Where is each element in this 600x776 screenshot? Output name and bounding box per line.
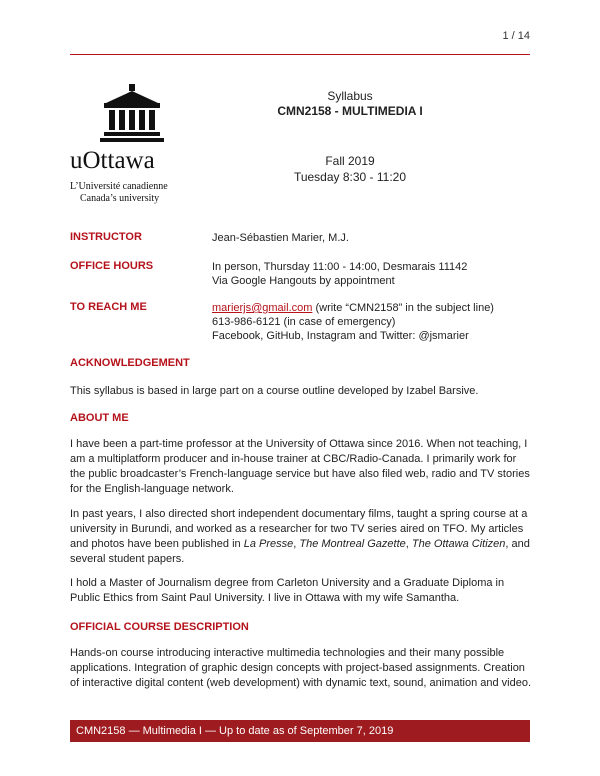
reach-email-line <box>212 301 494 315</box>
about-p2-text-b: , and several student papers. <box>70 538 530 565</box>
office-hours-line1: In person, Thursday 11:00 - 14:00, Desmarais 11142 <box>212 261 468 273</box>
office-hours-label: OFFICE HOURS <box>70 260 154 272</box>
about-paragraph-2 <box>70 507 532 567</box>
reach-label: TO REACH ME <box>70 301 147 313</box>
publication-montreal-gazette: The Montreal Gazette <box>299 538 406 550</box>
instructor-value: Jean-Sébastien Marier, M.J. <box>212 232 349 244</box>
university-logo <box>70 84 190 205</box>
tagline-en: Canada’s university <box>80 193 160 204</box>
about-p2-sep1: , <box>293 538 300 550</box>
footer-bar: CMN2158 — Multimedia I — Up to date as of September 7, 2019 <box>70 720 530 742</box>
description-heading: OFFICIAL COURSE DESCRIPTION <box>70 621 249 633</box>
about-paragraph-1: I have been a part-time professor at the University of Ottawa since 2016. When not teaching, I am a multiplatform producer and in-house trainer at CBC/Radio-Canada. I primarily work for the public broadcaster’s French-language service but have also filed web, radio and TV stories for the English-language network. <box>70 438 530 495</box>
doc-type: Syllabus <box>327 89 373 103</box>
office-hours-line2: Via Google Hangouts by appointment <box>212 275 395 287</box>
about-heading: ABOUT ME <box>70 412 129 424</box>
email-note: (write “CMN2158” in the subject line) <box>312 302 494 314</box>
reach-value <box>212 301 494 343</box>
description-text: Hands-on course introducing interactive multimedia technologies and their many possible applications. Integration of graphic design concepts with project-based assignments. Creation of interactive digital content (web development) with dynamic text, sound, animation and video. <box>70 647 532 689</box>
reach-phone: 613-986-6121 (in case of emergency) <box>212 316 396 328</box>
publication-la-presse: La Presse <box>243 538 294 550</box>
acknowledgement-text: This syllabus is based in large part on a course outline developed by Izabel Barsive. <box>70 385 479 397</box>
office-hours-value <box>212 260 467 288</box>
about-p2-text-a: In past years, I also directed short independent documentary films, taught a spring course at a university in Burundi, and worked as a researcher for two TV series aired on TFO. My articles and photos have been published in <box>70 508 528 550</box>
acknowledgement-heading: ACKNOWLEDGEMENT <box>70 357 190 369</box>
term: Fall 2019 <box>325 154 375 168</box>
schedule: Tuesday 8:30 - 11:20 <box>293 170 407 184</box>
university-building-icon <box>100 84 164 142</box>
logo-tagline <box>70 181 190 205</box>
instructor-label: INSTRUCTOR <box>70 231 142 243</box>
reach-social: Facebook, GitHub, Instagram and Twitter: @jsmarier <box>212 330 469 342</box>
publication-ottawa-citizen: The Ottawa Citizen <box>411 538 506 550</box>
email-link[interactable]: marierjs@gmail.com <box>212 302 313 314</box>
tagline-fr: L’Université canadienne <box>70 181 168 192</box>
course-title: CMN2158 - MULTIMEDIA I <box>277 104 423 118</box>
page-number: 1 / 14 <box>502 30 530 42</box>
header-rule <box>70 54 530 55</box>
about-p2-sep2: , <box>405 538 412 550</box>
logo-wordmark: uOttawa <box>70 147 155 174</box>
about-paragraph-3: I hold a Master of Journalism degree from Carleton University and a Graduate Diploma in Public Ethics from Saint Paul University. I live in Ottawa with my wife Samantha. <box>70 577 505 604</box>
